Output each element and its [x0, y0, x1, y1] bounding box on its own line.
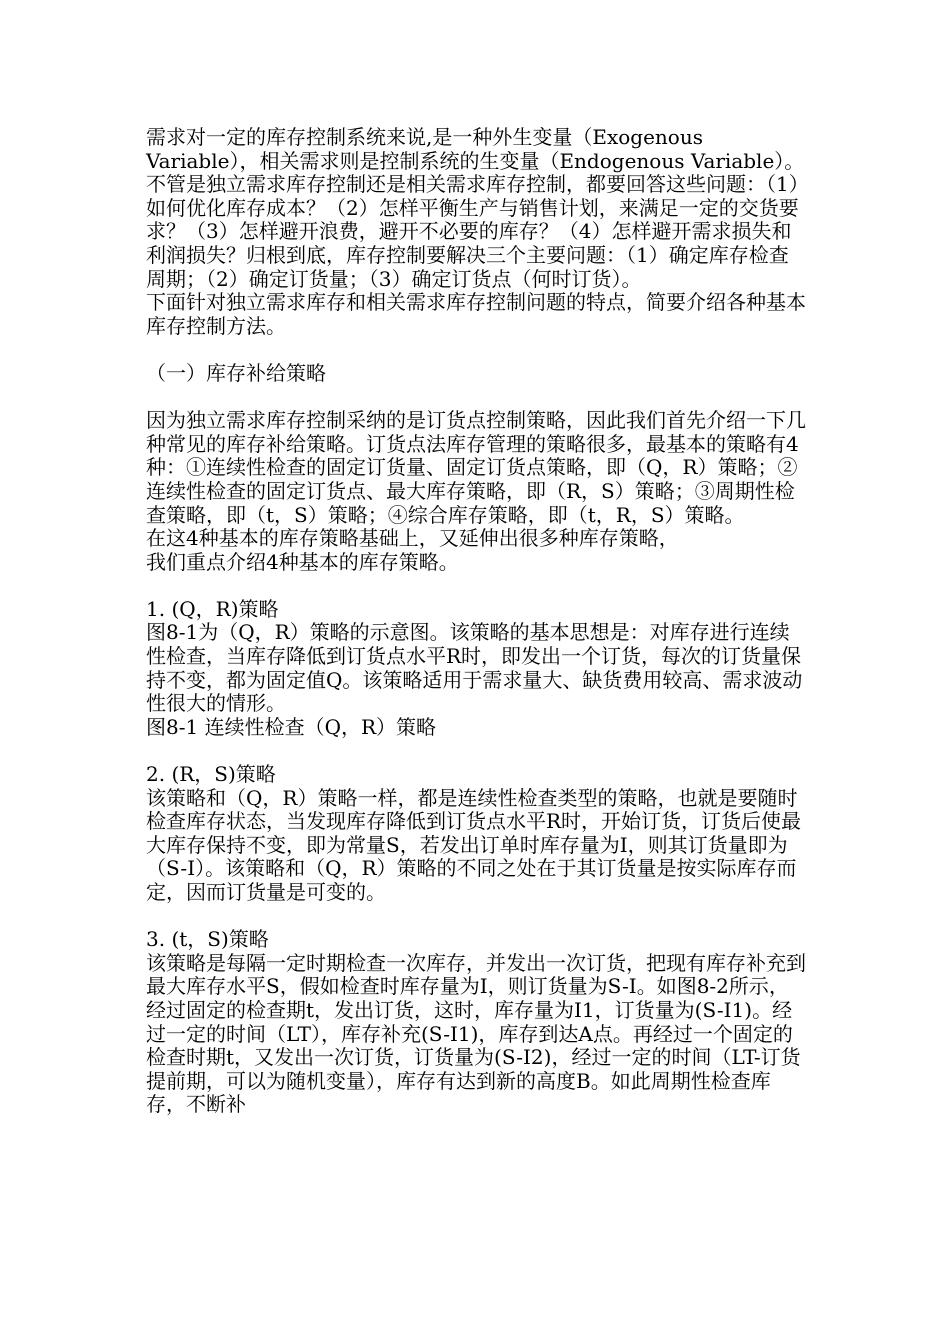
paragraph-extended-strategies: 在这4种基本的库存策略基础上，又延伸出很多种库存策略，	[146, 526, 679, 551]
subheading-t-s: 3. (t，S)策略	[146, 927, 269, 952]
blank-line	[146, 386, 806, 410]
figure-caption-8-1: 图8-1 连续性检查（Q，R）策略	[146, 714, 437, 739]
paragraph-replenishment-strategies: 因为独立需求库存控制采纳的是订货点控制策略，因此我们首先介绍一下几种常见的库存补给策略。订货点法库存管理的策略很多，最基本的策略有4种：①连续性检查的固定订货量、固定订货点策略，即（Q，R）策略；②连续性检查的固定订货点、最大库存策略，即（R，S）策略；③周期性检查策略，即（t，S）策略；④综合库存策略，即（t，R，S）策略。	[146, 408, 806, 527]
paragraph-q-r: 图8-1为（Q，R）策略的示意图。该策略的基本思想是：对库存进行连续性检查，当库存降低到订货点水平R时，即发出一个订货，每次的订货量保持不变，都为固定值Q。该策略适用于需求量大、缺货费用较高、需求波动性很大的情形。	[146, 620, 803, 716]
blank-line	[146, 905, 806, 929]
blank-line	[146, 338, 806, 362]
blank-line	[146, 739, 806, 763]
paragraph-introduction: 下面针对独立需求库存和相关需求库存控制问题的特点，简要介绍各种基本库存控制方法。	[146, 290, 806, 338]
paragraph-focus-strategies: 我们重点介绍4种基本的库存策略。	[146, 549, 459, 574]
subheading-r-s: 2. (R，S)策略	[146, 762, 276, 787]
paragraph-demand-variables: 需求对一定的库存控制系统来说,是一种外生变量（Exogenous Variable），相关需求则是控制系统的生变量（Endogenous Variable）。不管是独立需求库存控制还是相关需求库存控制，都要回答这些问题：（1）如何优化库存成本？（2）怎样平衡生产与销售计划，来满足一定的交货要求？（3）怎样避开浪费，避开不必要的库存？（4）怎样避开需求损失和利润损失？归根到底，库存控制要解决三个主要问题：（1）确定库存检查周期；（2）确定订货量；（3）确定订货点（何时订货）。	[146, 125, 805, 291]
blank-line	[146, 574, 806, 598]
section-heading: （一）库存补给策略	[146, 360, 326, 385]
paragraph-r-s: 该策略和（Q，R）策略一样，都是连续性检查类型的策略，也就是要随时检查库存状态，当发现库存降低到订货点水平R时，开始订货，订货后使最大库存保持不变，即为常量S，若发出订单时库存量为I，则其订货量即为（S-I）。该策略和（Q，R）策略的不同之处在于其订货量是按实际库存而定，因而订货量是可变的。	[146, 785, 802, 904]
document-body	[146, 126, 806, 1117]
paragraph-t-s: 该策略是每隔一定时期检查一次库存，并发出一次订货，把现有库存补充到最大库存水平S，假如检查时库存量为I，则订货量为S-I。如图8-2所示，经过固定的检查期t，发出订货，这时，库存量为I1，订货量为(S-I1)。经过一定的时间（LT），库存补充(S-I1)，库存到达A点。再经过一个固定的检查时期t，又发出一次订货，订货量为(S-I2)，经过一定的时间（LT-订货提前期，可以为随机变量），库存有达到新的高度B。如此周期性检查库存，不断补	[146, 950, 806, 1117]
subheading-q-r: 1. (Q，R)策略	[146, 596, 279, 621]
